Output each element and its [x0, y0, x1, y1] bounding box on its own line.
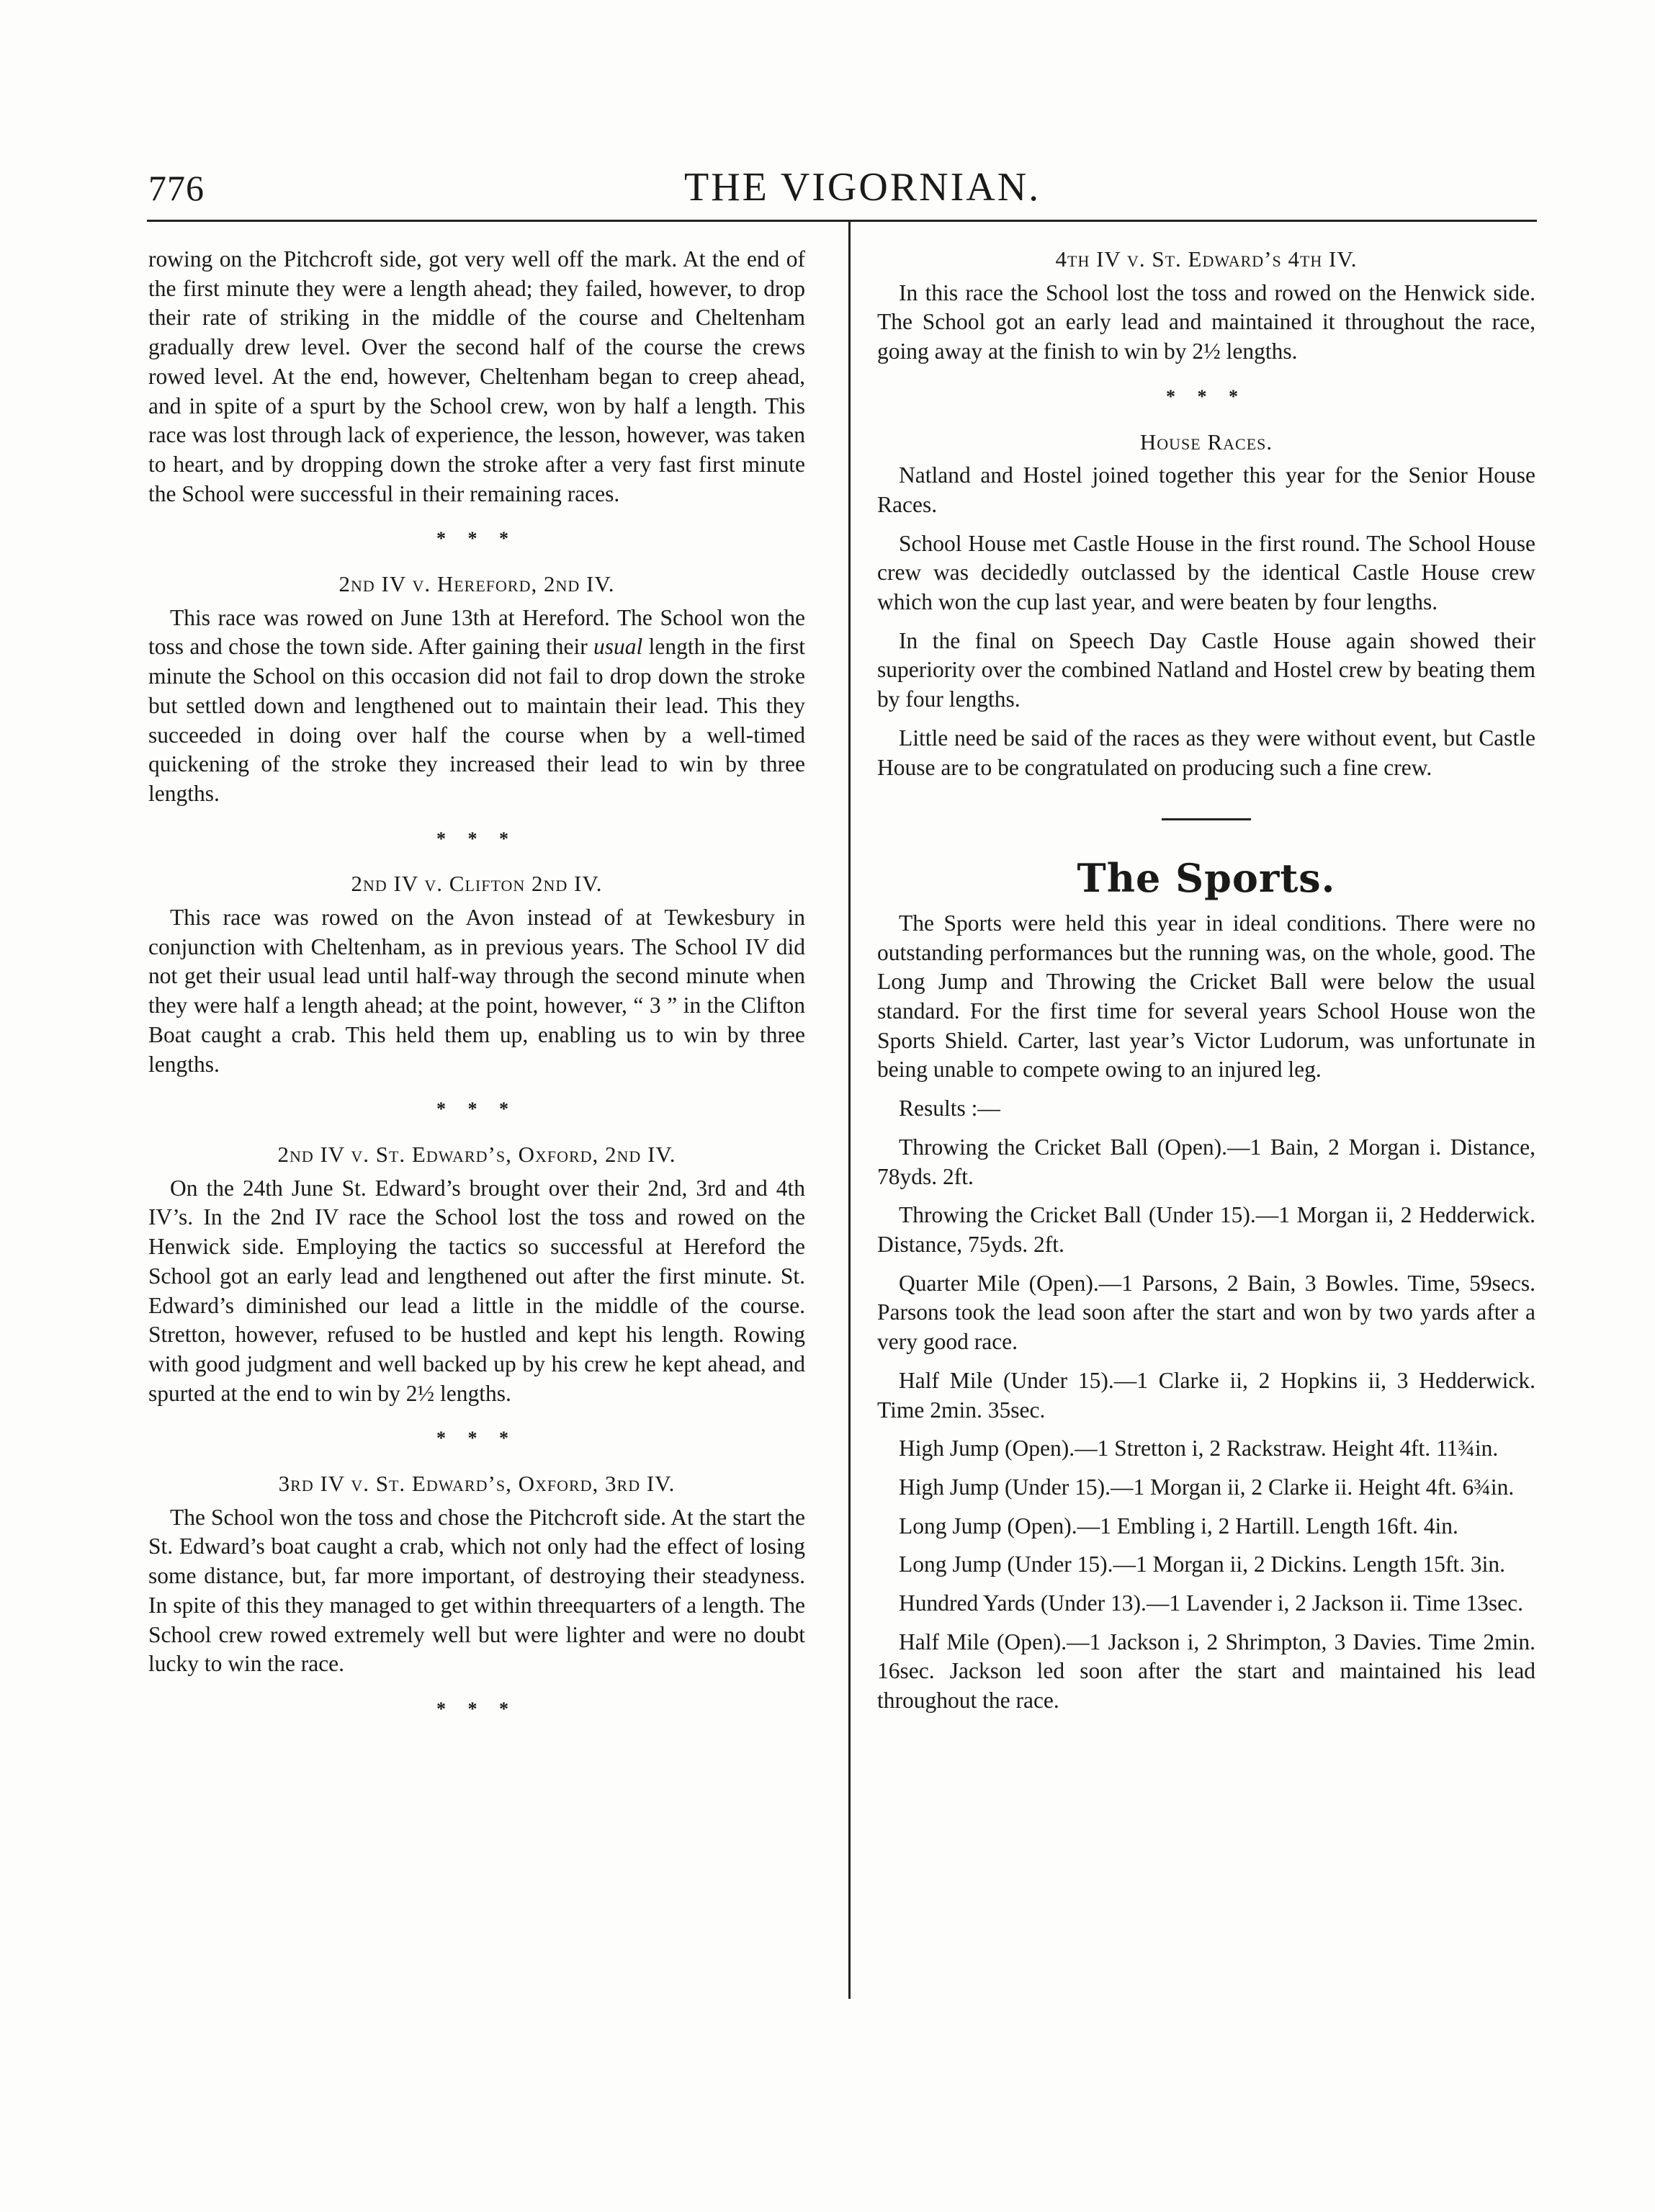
section-separator: * * *	[436, 1428, 517, 1449]
paragraph: This race was rowed on the Avon instead of at Tewkesbury in conjunction with Cheltenham, as in previous years. The School IV did not get their usual lead until half-way through the second minute when they were half a length ahead; at the point, however, “ 3 ” in the Clifton Boat caught a crab. This held them up, enabling us to win by three lengths.	[148, 905, 805, 1077]
paragraph: School House met Castle House in the first round. The School House crew was decidedly outclassed by the identical Castle House crew which won the cup last year, and were beaten by four lengths.	[877, 530, 1535, 615]
results-label: Results :—	[899, 1096, 1000, 1121]
result-item: Throwing the Cricket Ball (Open).—1 Bain, 2 Morgan i. Distance, 78yds. 2ft.	[877, 1134, 1535, 1189]
section-heading: 3rd IV v. St. Edward’s, Oxford, 3rd IV.	[278, 1471, 676, 1497]
paragraph: Natland and Hostel joined together this year for the Senior House Races.	[877, 462, 1535, 517]
section-heading: 4th IV v. St. Edward’s 4th IV.	[1055, 246, 1358, 272]
header-rule	[147, 220, 1537, 222]
paragraph: In this race the School lost the toss and rowed on the Henwick side. The School got an early lead and maintained it throughout the race, going away at the finish to win by 2½ lengths.	[877, 279, 1535, 364]
result-item: Half Mile (Open).—1 Jackson i, 2 Shrimpton, 3 Davies. Time 2min. 16sec. Jackson led soon after the start and maintained his lead throughout the race.	[877, 1629, 1535, 1714]
section-separator: * * *	[436, 528, 517, 550]
result-item: Hundred Yards (Under 13).—1 Lavender i, 2 Jackson ii. Time 13sec.	[899, 1590, 1524, 1616]
result-item: High Jump (Under 15).—1 Morgan ii, 2 Clarke ii. Height 4ft. 6¾in.	[899, 1474, 1515, 1500]
column-divider	[848, 220, 851, 1999]
page-number: 776	[148, 168, 205, 208]
section-heading: 2nd IV v. Clifton 2nd IV.	[351, 871, 603, 897]
paragraph: This race was rowed on June 13th at Hereford. The School won the toss and chose the town side. After gaining their usual length in the first minute the School on this occasion did not fail to drop down the stroke but settled down and lengthened out to maintain their lead. This they succeeded in doing over half the course when by a well-timed quickening of the stroke they increased their lead to win by three lengths.	[148, 604, 805, 806]
section-heading: 2nd IV v. St. Edward’s, Oxford, 2nd IV.	[277, 1141, 676, 1167]
sports-heading: The Sports.	[1077, 855, 1336, 902]
paragraph: The Sports were held this year in ideal conditions. There were no outstanding performances but the running was, on the whole, good. The Long Jump and Throwing the Cricket Ball were below the usual standard. For the first time for several years School House won the Sports Shield. Carter, last year’s Victor Ludorum, was unfortunate in being unable to compete owing to an injured leg.	[877, 910, 1535, 1083]
section-separator: * * *	[1166, 385, 1247, 407]
result-item: Long Jump (Open).—1 Embling i, 2 Hartill. Length 16ft. 4in.	[899, 1513, 1458, 1539]
result-item: Half Mile (Under 15).—1 Clarke ii, 2 Hopkins ii, 3 Hedderwick. Time 2min. 35sec.	[877, 1367, 1535, 1423]
left-column	[148, 245, 805, 1740]
section-separator: * * *	[436, 828, 517, 849]
paragraph: In the final on Speech Day Castle House again showed their superiority over the combined Natland and Hostel crew by beating them by four lengths.	[877, 627, 1535, 712]
page-title: THE VIGORNIAN.	[684, 165, 1041, 210]
paragraph: On the 24th June St. Edward’s brought over their 2nd, 3rd and 4th IV’s. In the 2nd IV race the School lost the toss and rowed on the Henwick side. Employing the tactics so successful at Hereford the School got an early lead and lengthened out after the first minute. St. Edward’s diminished our lead a little in the middle of the course. Stretton, however, refused to be hustled and kept his length. Rowing with good judgment and well backed up by his crew he kept ahead, and spurted at the end to win by 2½ lengths.	[148, 1175, 805, 1406]
paragraph: The School won the toss and chose the Pitchcroft side. At the start the St. Edward’s boat caught a crab, which not only had the effect of losing some distance, but, far more important, of destroying their steadyness. In spite of this they managed to get within threequarters of a length. The School crew rowed extremely well but were lighter and were no doubt lucky to win the race.	[148, 1504, 805, 1677]
section-rule	[1162, 818, 1251, 820]
section-heading: 2nd IV v. Hereford, 2nd IV.	[338, 571, 615, 597]
result-item: Quarter Mile (Open).—1 Parsons, 2 Bain, 3 Bowles. Time, 59secs. Parsons took the lead soon after the start and won by two yards after a very good race.	[877, 1270, 1535, 1355]
result-item: Long Jump (Under 15).—1 Morgan ii, 2 Dickins. Length 15ft. 3in.	[899, 1551, 1505, 1577]
right-column	[877, 245, 1535, 1725]
paragraph: rowing on the Pitchcroft side, got very well off the mark. At the end of the first minute they were a length ahead; they failed, however, to drop their rate of striking in the middle of the course and Cheltenham gradually drew level. Over the second half of the course the crews rowed level. At the end, however, Cheltenham began to creep ahead, and in spite of a spurt by the School crew, won by half a length. This race was lost through lack of experience, the lesson, however, was taken to heart, and by dropping down the stroke after a very fast first minute the School were successful in their remaining races.	[148, 246, 805, 506]
result-item: Throwing the Cricket Ball (Under 15).—1 Morgan ii, 2 Hedderwick. Distance, 75yds. 2ft.	[877, 1202, 1535, 1257]
paragraph: Little need be said of the races as they were without event, but Castle House are to be congratulated on producing such a fine crew.	[877, 725, 1535, 780]
result-item: High Jump (Open).—1 Stretton i, 2 Rackstraw. Height 4ft. 11¾in.	[899, 1436, 1499, 1461]
section-separator: * * *	[436, 1098, 517, 1120]
section-separator: * * *	[436, 1698, 517, 1719]
section-heading: House Races.	[1139, 429, 1273, 455]
